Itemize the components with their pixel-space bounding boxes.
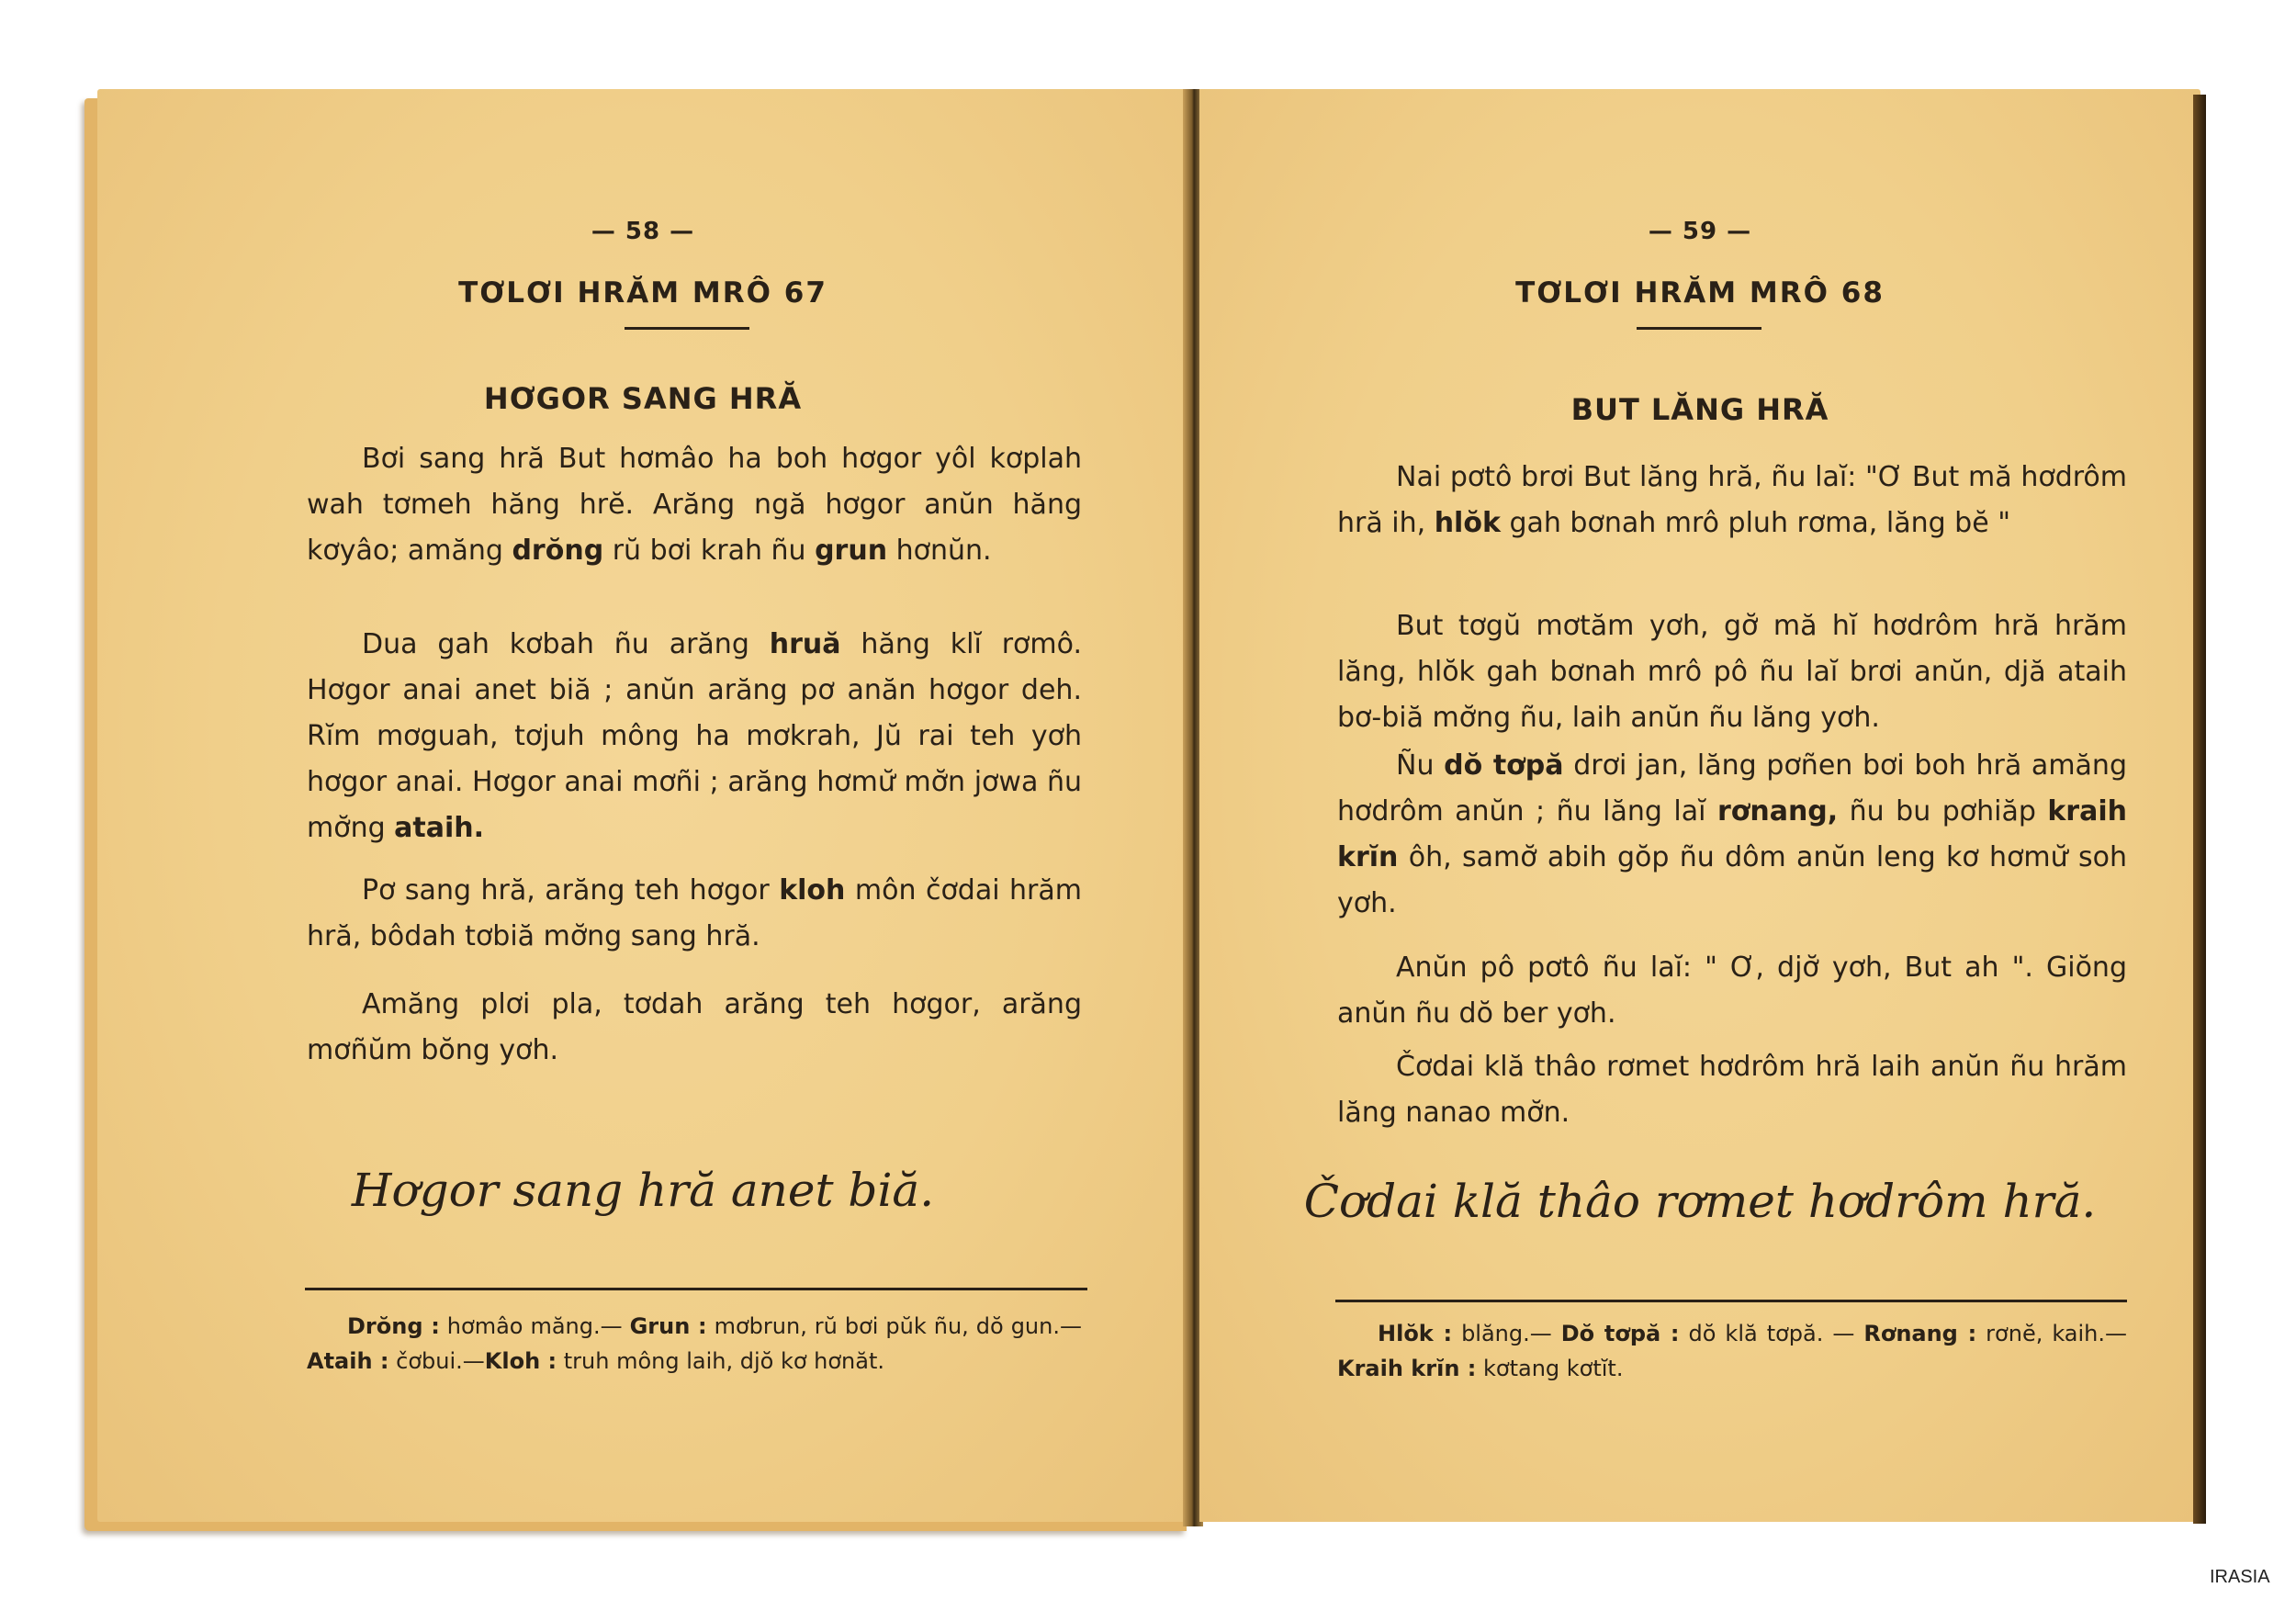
bold-term: drŏng: [512, 535, 604, 567]
text-run: truh mông laih, djŏ kơ hơnăt.: [557, 1348, 885, 1374]
text-run: čơbui.—: [388, 1348, 485, 1374]
text-run: hơnŭn.: [887, 535, 992, 567]
text-run: kơtang kơtĭt.: [1476, 1356, 1624, 1381]
heading-underline: [1637, 327, 1761, 330]
text-run: Ñu: [1396, 749, 1445, 782]
bold-term: Dŏ tơpă :: [1560, 1321, 1680, 1346]
footnotes: [1337, 1316, 2127, 1386]
text-run: ôh, samơ̆ abih gŏp ñu dôm anŭn leng kơ hơmư̆ soh yơh.: [1337, 841, 2127, 919]
back-cover-edge: [2193, 95, 2206, 1524]
text-run: drơi jan, lăng pơñen bơi boh hră amăng hơdrôm anŭn ; ñu lăng laĭ: [1337, 749, 2127, 828]
lesson-title: BUT LĂNG HRĂ: [1570, 392, 1829, 427]
text-run: Čơdai klă thâo rơmet hơdrôm hră laih anŭn ñu hrăm lăng nanao mơ̆n.: [1337, 1051, 2127, 1129]
paragraph: [307, 868, 1082, 960]
paragraph: [1337, 603, 2127, 741]
footnotes: [307, 1309, 1082, 1379]
bold-term: grun: [815, 535, 888, 567]
left-page: [97, 89, 1188, 1522]
bold-term: Hlŏk :: [1378, 1321, 1453, 1346]
text-run: Pơ sang hră, arăng teh hơgor: [362, 874, 780, 906]
paragraph: [307, 622, 1082, 851]
bold-term: Ataih :: [307, 1348, 389, 1374]
bold-term: hlŏk: [1434, 507, 1501, 539]
bold-term: kloh: [779, 874, 846, 906]
text-run: rŭ bơi krah ñu: [603, 535, 816, 567]
lesson-title: HƠGOR SANG HRĂ: [483, 381, 803, 416]
text-run: rơnĕ, kaih.—: [1976, 1321, 2128, 1346]
text-run: ñu bu pơhiăp: [1838, 795, 2048, 828]
right-page: [1199, 89, 2200, 1522]
bold-term: Rơnang :: [1863, 1321, 1977, 1346]
text-run: Anŭn pô pơtô ñu laĭ: " Ơ, djơ̆ yơh, But ah ". Giŏng anŭn ñu dŏ ber yơh.: [1337, 952, 2127, 1030]
bold-term: Drŏng :: [347, 1313, 440, 1339]
lesson-heading: TƠLƠI HRĂM MRÔ 68: [1515, 276, 1885, 310]
handwritten-sentence: Čơdai klă thâo rơmet hơdrôm hră.: [1303, 1175, 2097, 1228]
text-run: mơbrun, rŭ bơi pŭk ñu, dŏ gun.—: [706, 1313, 1082, 1339]
bold-term: Grun :: [629, 1313, 707, 1339]
bold-term: rơnang,: [1716, 795, 1839, 828]
paragraph: [1337, 945, 2127, 1037]
bold-term: hruă: [769, 628, 841, 660]
paragraph: [1337, 455, 2127, 546]
text-run: hăng klĭ rơmô. Hơgor anai anet biă ; anŭn arăng pơ anăn hơgor deh. Rĭm mơguah, tơjuh mông ha mơkrah, Jŭ rai teh yơh hơgor anai. Hơgor anai mơñi ; arăng hơmư̆ mơ̆n jơwa ñu mơ̆ng: [307, 628, 1082, 844]
text-run: gah bơnah mrô pluh rơma, lăng bĕ ": [1500, 507, 2011, 539]
page-number: — 58 —: [591, 218, 695, 245]
text-run: blăng.—: [1452, 1321, 1561, 1346]
text-run: Dua gah kơbah ñu arăng: [362, 628, 770, 660]
paragraph: [1337, 743, 2127, 927]
text-run: Amăng plơi pla, tơdah arăng teh hơgor, arăng mơñŭm bŏng yơh.: [307, 988, 1082, 1066]
bold-term: Kraih krĭn :: [1337, 1356, 1477, 1381]
lesson-heading: TƠLƠI HRĂM MRÔ 67: [458, 276, 827, 310]
footnote-rule: [305, 1288, 1087, 1290]
text-run: Bơi sang hră But hơmâo ha boh hơgor yôl kơplah wah tơmeh hăng hrĕ. Arăng ngă hơgor anŭn hăng kơyâo; amăng: [307, 443, 1082, 567]
watermark: IRASIA: [2210, 1567, 2270, 1587]
text-run: But tơgŭ mơtăm yơh, gơ̆ mă hĭ hơdrôm hră hrăm lăng, hlŏk gah bơnah mrô pô ñu laĭ brơi anŭn, djă ataih bơ-biă mơ̆ng ñu, laih anŭn ñu lăng yơh.: [1337, 610, 2127, 734]
bold-term: ataih.: [394, 812, 485, 844]
footnote-rule: [1335, 1300, 2127, 1302]
page-number: — 59 —: [1648, 218, 1752, 245]
heading-underline: [625, 327, 749, 330]
text-run: Nai pơtô brơi But lăng hră, ñu laĭ: "Ơ But mă hơdrôm hră ih,: [1337, 461, 2127, 539]
text-run: dŏ klă tơpă. —: [1679, 1321, 1864, 1346]
bold-term: Kloh :: [484, 1348, 557, 1374]
open-book: [84, 89, 2206, 1531]
paragraph: [307, 436, 1082, 574]
bold-term: dŏ tơpă: [1444, 749, 1564, 782]
paragraph: [307, 982, 1082, 1074]
text-run: hơmâo măng.—: [439, 1313, 630, 1339]
text-run: môn čơdai hrăm hră, bôdah tơbiă mơ̆ng sang hră.: [307, 874, 1083, 952]
handwritten-sentence: Hơgor sang hră anet biă.: [351, 1164, 935, 1217]
paragraph: [1337, 1044, 2127, 1136]
bold-term: kraih krĭn: [1337, 795, 2127, 873]
